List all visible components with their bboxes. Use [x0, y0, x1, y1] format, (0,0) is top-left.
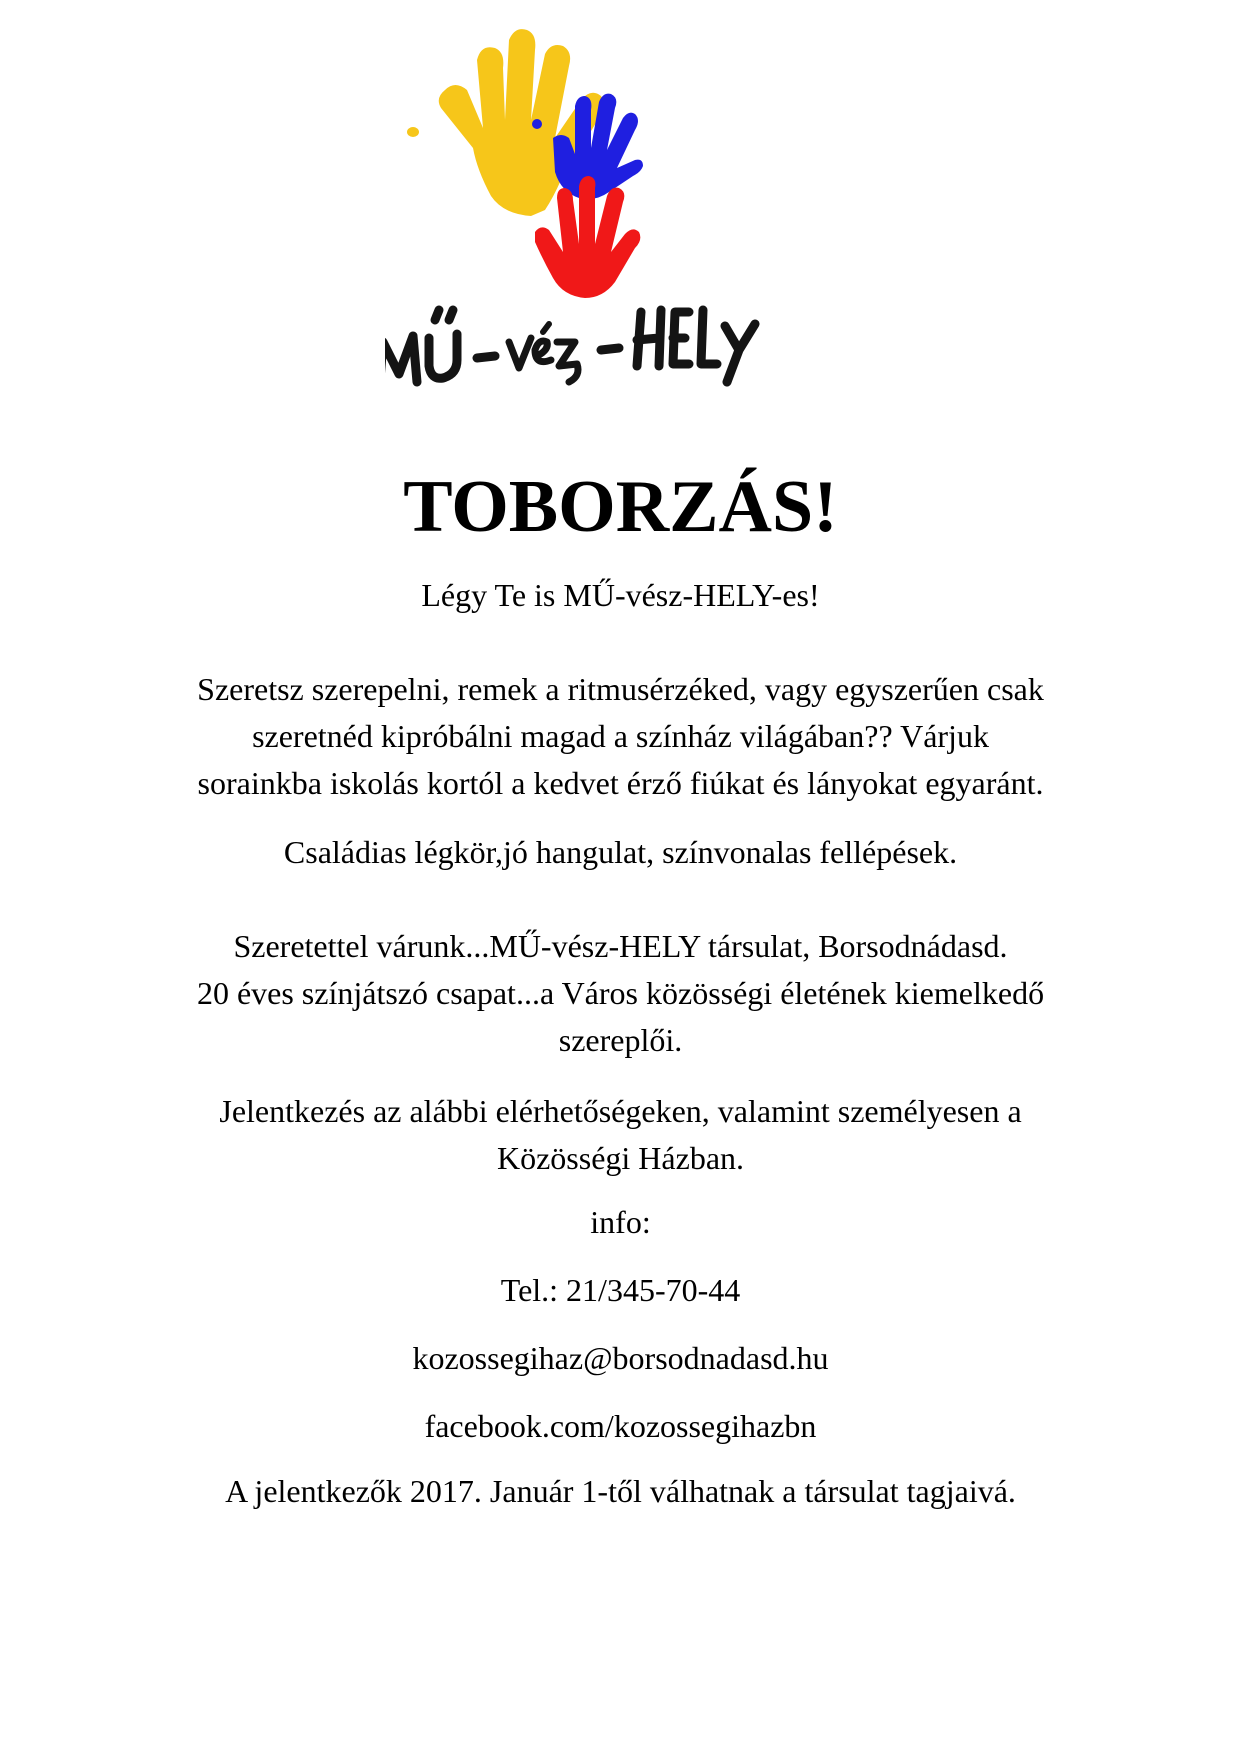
intro-paragraph	[0, 666, 1241, 807]
apply-line: Jelentkezés az alábbi elérhetőségeken, valamint személyesen a	[219, 1093, 1022, 1129]
info-label: info:	[590, 1204, 651, 1240]
logo-graphic	[385, 20, 825, 420]
welcome-line: Szeretettel várunk...MŰ-vész-HELY társulat, Borsodnádasd.	[233, 928, 1008, 964]
logo	[385, 20, 825, 420]
apply-line: Közösségi Házban.	[496, 1140, 745, 1176]
phone-number: Tel.: 21/345-70-44	[500, 1272, 741, 1308]
welcome-line: 20 éves színjátszó csapat...a Város közösségi életének kiemelkedő	[196, 975, 1045, 1011]
atmosphere-text: Családias légkör,jó hangulat, színvonalas fellépések.	[283, 834, 958, 870]
logo-wordmark-icon	[385, 310, 755, 392]
welcome-paragraph	[0, 923, 1241, 1064]
apply-paragraph	[0, 1088, 1241, 1182]
page-title: TOBORZÁS!	[403, 466, 838, 548]
intro-line: Szeretsz szerepelni, remek a ritmusérzéked, vagy egyszerűen csak	[197, 671, 1044, 707]
intro-line: sorainkba iskolás kortól a kedvet érző fiúkat és lányokat egyaránt.	[197, 765, 1044, 801]
tagline: Légy Te is MŰ-vész-HELY-es!	[421, 577, 820, 613]
intro-line: szeretnéd kipróbálni magad a színház világában?? Várjuk	[252, 718, 989, 754]
facebook-link[interactable]: facebook.com/kozossegihazbn	[424, 1408, 817, 1444]
closing-text: A jelentkezők 2017. Január 1-től válhatnak a társulat tagjaivá.	[225, 1473, 1016, 1509]
email-link[interactable]: kozossegihaz@borsodnadasd.hu	[412, 1340, 829, 1376]
welcome-line: szereplői.	[558, 1022, 683, 1058]
